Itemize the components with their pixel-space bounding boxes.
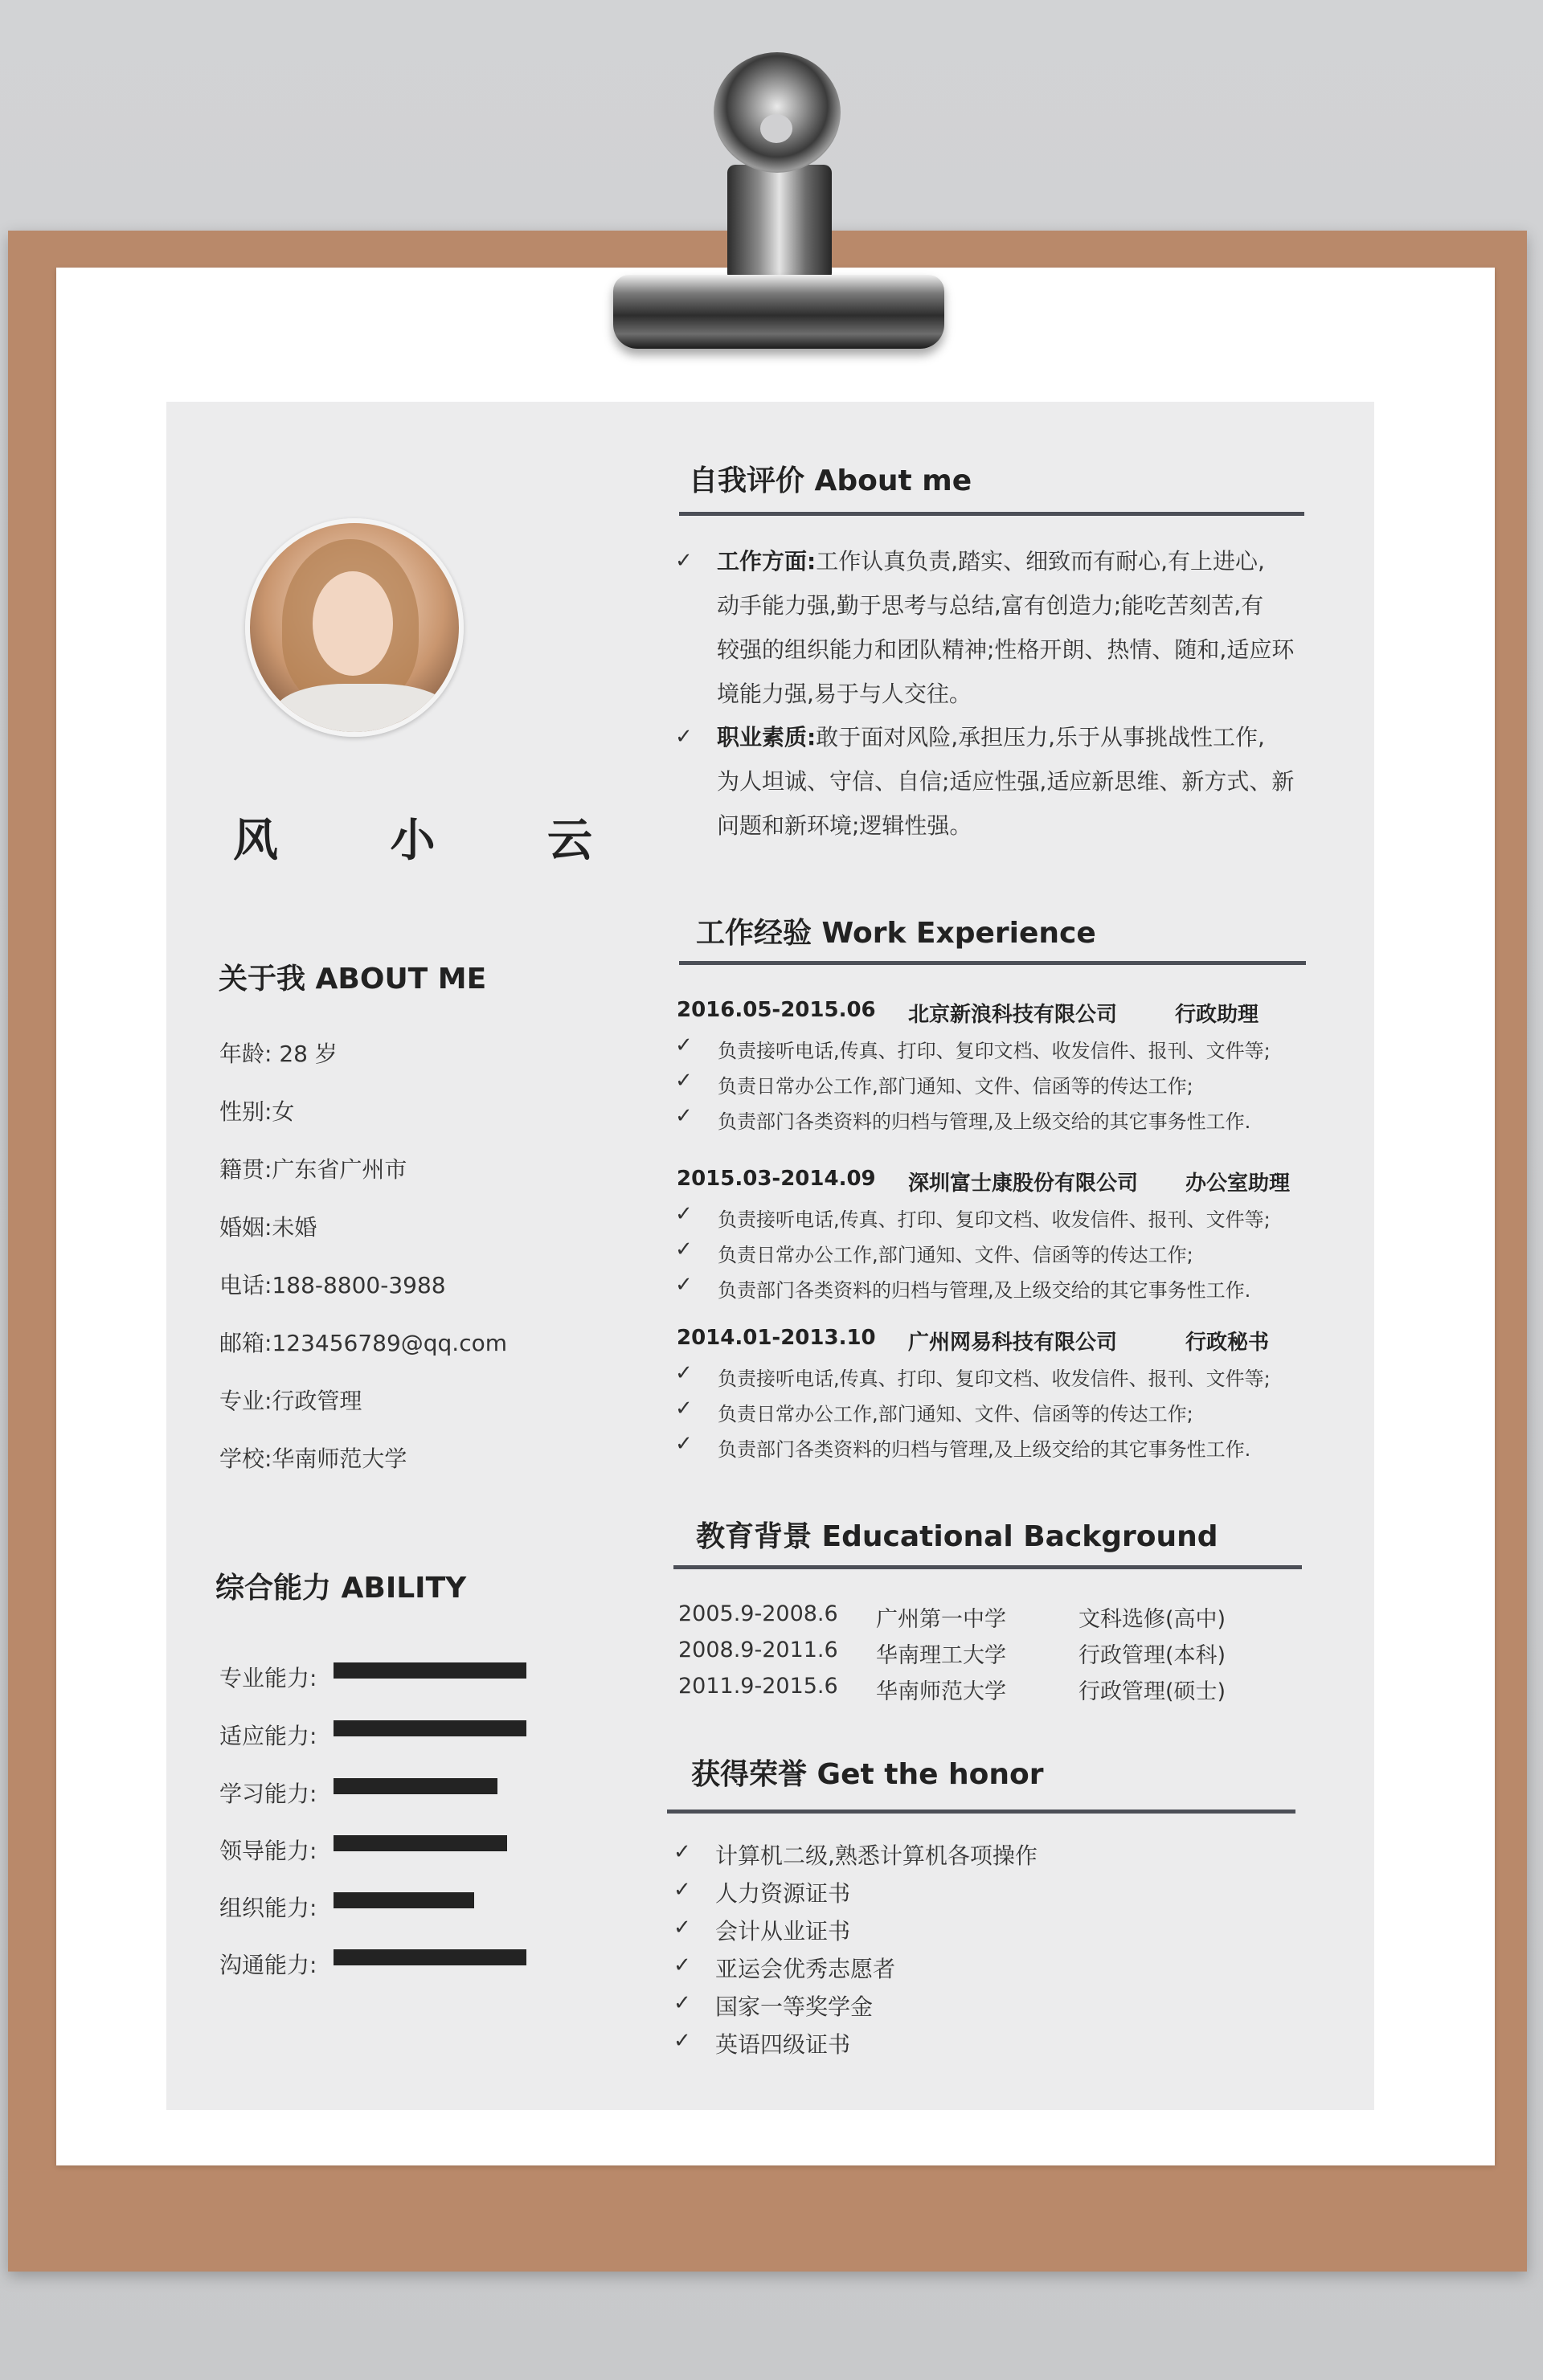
- honor-title: 获得荣誉 Get the honor: [691, 1758, 1044, 1791]
- edu-period: 2008.9-2011.6: [678, 1638, 838, 1662]
- binder-clip-hole: [760, 114, 792, 143]
- binder-clip-ring: [714, 52, 841, 173]
- skill-bar-fill: [334, 1892, 474, 1908]
- about-school: 学校:华南师范大学: [219, 1446, 407, 1472]
- job-duty: 负责接听电话,传真、打印、复印文档、收发信件、报刊、文件等;: [718, 1368, 1271, 1390]
- job-duty: 负责部门各类资料的归档与管理,及上级交给的其它事务性工作.: [718, 1110, 1251, 1133]
- education-title: 教育背景 Educational Background: [696, 1520, 1218, 1553]
- edu-school: 华南理工大学: [876, 1643, 1006, 1668]
- binder-clip-lever: [727, 165, 832, 281]
- job-position: 行政助理: [1175, 1003, 1259, 1027]
- skill-label: 组织能力:: [219, 1895, 317, 1921]
- check-icon: ✓: [675, 1273, 693, 1297]
- section-divider: [679, 512, 1304, 516]
- check-icon: ✓: [673, 2029, 691, 2053]
- about-gender: 性别:女: [219, 1098, 295, 1125]
- check-icon: ✓: [675, 1397, 693, 1421]
- edu-school: 华南师范大学: [876, 1679, 1006, 1704]
- self-eval-line: 问题和新环境;逻辑性强。: [717, 812, 972, 839]
- skill-bar: [334, 1662, 526, 1679]
- skill-bar-fill: [334, 1778, 497, 1794]
- self-eval-work-head: 工作方面:: [717, 548, 817, 575]
- about-phone: 电话:188-8800-3988: [219, 1272, 446, 1298]
- job-duty: 负责部门各类资料的归档与管理,及上级交给的其它事务性工作.: [718, 1279, 1251, 1302]
- skill-bar-fill: [334, 1949, 526, 1965]
- edu-period: 2011.9-2015.6: [678, 1674, 838, 1699]
- self-eval-quality-head: 职业素质:: [717, 724, 817, 750]
- check-icon: ✓: [673, 1840, 691, 1864]
- check-icon: ✓: [675, 1237, 693, 1262]
- job-duty: 负责部门各类资料的归档与管理,及上级交给的其它事务性工作.: [718, 1438, 1251, 1461]
- check-icon: ✓: [675, 549, 693, 573]
- skill-bar: [334, 1892, 526, 1908]
- section-divider: [673, 1565, 1302, 1569]
- skill-bar-fill: [334, 1662, 526, 1679]
- section-divider: [667, 1810, 1295, 1814]
- honor-item: 人力资源证书: [715, 1880, 851, 1907]
- check-icon: ✓: [673, 1878, 691, 1902]
- honor-item: 会计从业证书: [715, 1918, 851, 1944]
- skill-label: 沟通能力:: [219, 1952, 317, 1978]
- check-icon: ✓: [673, 1916, 691, 1940]
- skill-label: 领导能力:: [219, 1838, 317, 1864]
- job-duty: 负责接听电话,传真、打印、复印文档、收发信件、报刊、文件等;: [718, 1208, 1271, 1231]
- skill-label: 学习能力:: [219, 1781, 317, 1807]
- job-duty: 负责接听电话,传真、打印、复印文档、收发信件、报刊、文件等;: [718, 1040, 1271, 1062]
- skill-bar: [334, 1720, 526, 1736]
- about-email: 邮箱:123456789@qq.com: [219, 1330, 508, 1356]
- job-duty: 负责日常办公工作,部门通知、文件、信函等的传达工作;: [718, 1403, 1193, 1425]
- edu-period: 2005.9-2008.6: [678, 1601, 838, 1626]
- binder-clip-icon: [613, 275, 944, 349]
- job-company: 深圳富士康股份有限公司: [908, 1172, 1139, 1196]
- self-eval-work: [717, 539, 1312, 716]
- check-icon: ✓: [675, 1361, 693, 1385]
- check-icon: ✓: [675, 1104, 693, 1128]
- skill-bar-fill: [334, 1720, 526, 1736]
- self-eval-line: 境能力强,易于与人交往。: [717, 681, 972, 707]
- honor-item: 英语四级证书: [715, 2031, 851, 2058]
- self-eval-line: 较强的组织能力和团队精神;性格开朗、热情、随和,适应环: [717, 636, 1295, 663]
- check-icon: ✓: [675, 1033, 693, 1057]
- work-title: 工作经验 Work Experience: [696, 917, 1096, 950]
- self-eval-quality: [717, 715, 1312, 848]
- self-eval-line: 动手能力强,勤于思考与总结,富有创造力;能吃苦刻苦,有: [717, 592, 1264, 619]
- edu-major: 行政管理(硕士): [1078, 1679, 1226, 1704]
- job-company: 广州网易科技有限公司: [908, 1331, 1118, 1355]
- self-eval-line: 敢于面对风险,承担压力,乐于从事挑战性工作,: [816, 724, 1265, 750]
- about-age: 年龄: 28 岁: [219, 1041, 338, 1067]
- about-major: 专业:行政管理: [219, 1388, 362, 1414]
- job-period: 2014.01-2013.10: [677, 1326, 876, 1350]
- job-duty: 负责日常办公工作,部门通知、文件、信函等的传达工作;: [718, 1244, 1193, 1266]
- self-eval-line: 工作认真负责,踏实、细致而有耐心,有上进心,: [816, 548, 1265, 575]
- about-me-title: 关于我 ABOUT ME: [219, 963, 487, 996]
- skill-label: 专业能力:: [219, 1665, 317, 1691]
- self-eval-title: 自我评价 About me: [689, 464, 972, 497]
- job-period: 2015.03-2014.09: [677, 1167, 876, 1191]
- skill-bar: [334, 1778, 526, 1794]
- self-eval-line: 为人坦诚、守信、自信;适应性强,适应新思维、新方式、新: [717, 768, 1295, 795]
- edu-major: 文科选修(高中): [1078, 1607, 1226, 1632]
- job-period: 2016.05-2015.06: [677, 998, 876, 1022]
- job-duty: 负责日常办公工作,部门通知、文件、信函等的传达工作;: [718, 1075, 1193, 1098]
- skill-bar: [334, 1835, 526, 1851]
- job-position: 行政秘书: [1185, 1331, 1270, 1355]
- check-icon: ✓: [675, 1432, 693, 1456]
- skill-bar: [334, 1949, 526, 1965]
- honor-item: 亚运会优秀志愿者: [715, 1956, 896, 1982]
- check-icon: ✓: [675, 1069, 693, 1093]
- edu-major: 行政管理(本科): [1078, 1643, 1226, 1668]
- section-divider: [679, 961, 1306, 965]
- skill-label: 适应能力:: [219, 1723, 317, 1749]
- profile-photo: [245, 518, 464, 737]
- check-icon: ✓: [675, 725, 693, 749]
- ability-title: 综合能力 ABILITY: [215, 1572, 467, 1605]
- skill-bar-fill: [334, 1835, 507, 1851]
- job-company: 北京新浪科技有限公司: [908, 1003, 1118, 1027]
- edu-school: 广州第一中学: [876, 1607, 1006, 1632]
- check-icon: ✓: [675, 1202, 693, 1226]
- about-marital: 婚姻:未婚: [219, 1214, 317, 1241]
- check-icon: ✓: [673, 1991, 691, 2015]
- about-hometown: 籍贯:广东省广州市: [219, 1156, 407, 1183]
- honor-item: 国家一等奖学金: [715, 1994, 874, 2020]
- candidate-name: 风 小 云: [233, 815, 641, 867]
- check-icon: ✓: [673, 1953, 691, 1977]
- job-position: 办公室助理: [1185, 1172, 1291, 1196]
- honor-item: 计算机二级,熟悉计算机各项操作: [715, 1842, 1038, 1869]
